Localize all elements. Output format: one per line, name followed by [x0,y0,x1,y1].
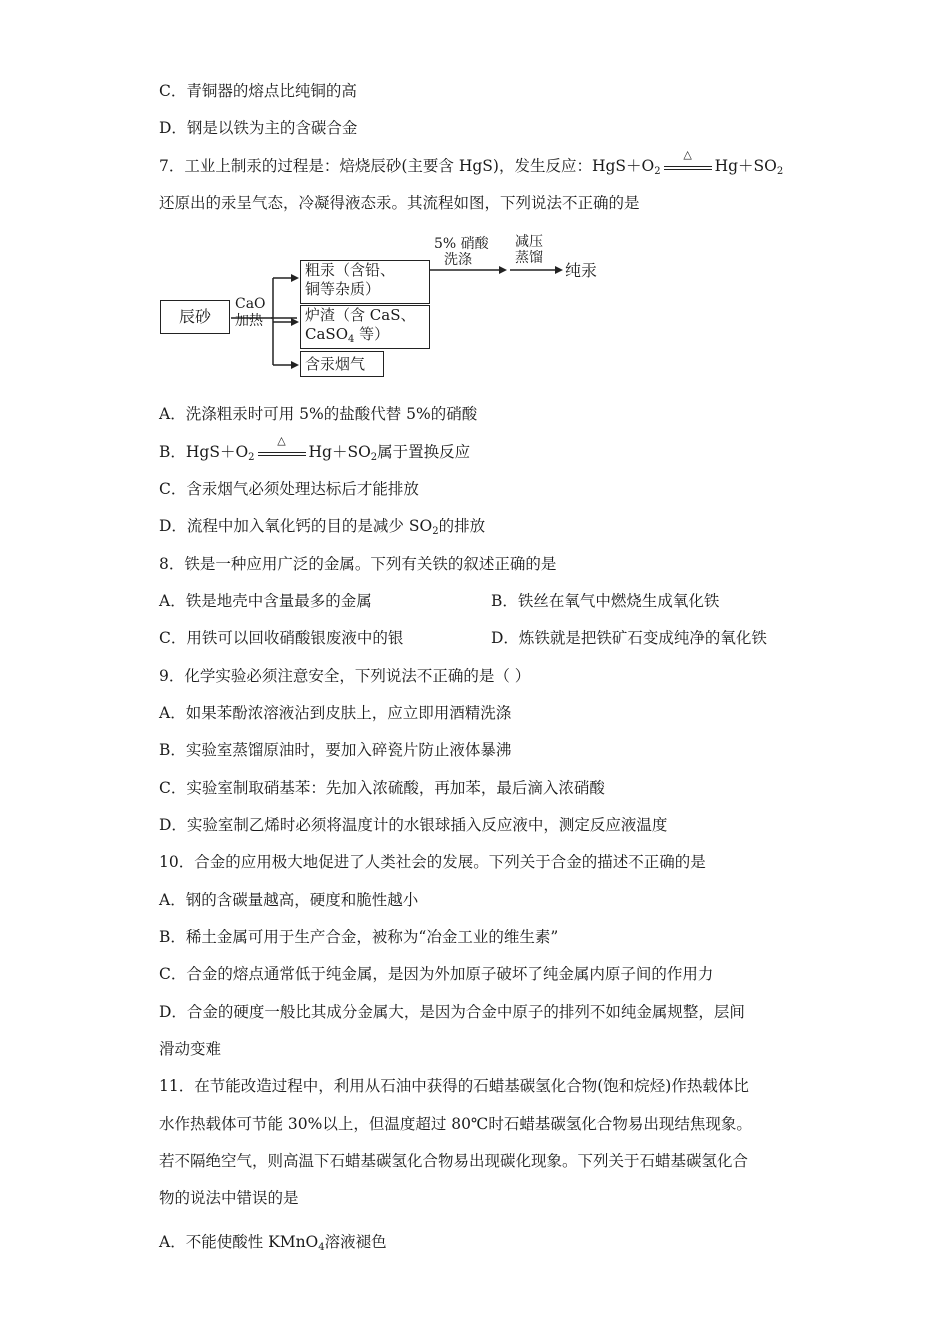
option-line: C．青铜器的熔点比纯铜的高 [159,82,357,100]
distill-step: 蒸馏 [515,250,543,266]
condition-heat: 加热 [235,313,263,329]
option-line: D．合金的硬度一般比其成分金属大，是因为合金中原子的排列不如纯金属规整，层间 [159,1003,745,1021]
option-line: B．$HgS+O_2$ △ $Hg+SO_2$属于置换反应 [159,434,471,463]
option-line: A．洗涤粗汞时可用 5%的盐酸代替 5%的硝酸 [159,405,478,423]
question-11-stem: 11．在节能改造过程中，利用从石油中获得的石蜡基碳氢化合物(饱和烷烃)作热载体比 [159,1077,749,1095]
option-line: D．流程中加入氧化钙的目的是减少 $SO_2$的排放 [159,517,486,537]
pure-mercury-label: 纯汞 [565,261,598,280]
flue-gas-box: 含汞烟气 [300,351,384,377]
option-line: C．实验室制取硝基苯：先加入浓硫酸，再加苯，最后滴入浓硝酸 [159,779,605,797]
option-line: A．钢的含碳量越高，硬度和脆性越小 [159,891,419,909]
wash-step: 洗涤 [444,252,472,268]
question-11-stem-2: 水作热载体可节能 30%以上，但温度超过 80℃时石蜡基碳氢化合物易出现结焦现象。 [159,1115,752,1133]
wash-reagent: 5% 硝酸 [434,236,489,252]
question-8-stem: 8．铁是一种应用广泛的金属。下列有关铁的叙述正确的是 [159,555,557,573]
flow-diagram [155,230,635,380]
slag-box: 炉渣（含 CaS、 CaSO$_4$ 等） [300,305,430,349]
option-line: C．含汞烟气必须处理达标后才能排放 [159,480,419,498]
option-line: B．稀土金属可用于生产合金，被称为“冶金工业的维生素” [159,928,559,946]
option-line: B．实验室蒸馏原油时，要加入碎瓷片防止液体暴沸 [159,741,512,759]
option-line: 滑动变难 [159,1040,222,1058]
option-line: A．铁是地壳中含量最多的金属 [159,592,372,610]
option-line: A．不能使酸性 KMnO$_4$溶液褪色 [159,1233,387,1253]
condition-cao: CaO [235,296,266,312]
option-line: C．合金的熔点通常低于纯金属，是因为外加原子破坏了纯金属内原子间的作用力 [159,965,714,983]
option-line: D．炼铁就是把铁矿石变成纯净的氧化铁 [491,629,767,647]
question-11-stem-4: 物的说法中错误的是 [159,1189,299,1207]
crude-mercury-box: 粗汞（含铅、 铜等杂质） [300,260,430,304]
question-10-stem: 10．合金的应用极大地促进了人类社会的发展。下列关于合金的描述不正确的是 [159,853,706,871]
distill-condition: 减压 [515,234,543,250]
option-line: C．用铁可以回收硝酸银废液中的银 [159,629,404,647]
option-line: A．如果苯酚浓溶液沾到皮肤上，应立即用酒精洗涤 [159,704,512,722]
heat-equals-sign: △ [256,441,308,459]
question-9-stem: 9．化学实验必须注意安全，下列说法不正确的是（ ） [159,667,531,685]
option-line: D．钢是以铁为主的含碳合金 [159,119,358,137]
question-7-stem: 7．工业上制汞的过程是：焙烧辰砂(主要含 HgS)，发生反应：$HgS+O_2$ △ $Hg+SO_2$ [159,148,784,177]
option-line: B．铁丝在氧气中燃烧生成氧化铁 [491,592,720,610]
start-box: 辰砂 [160,300,230,334]
option-line: D．实验室制乙烯时必须将温度计的水银球插入反应液中，测定反应液温度 [159,816,668,834]
heat-equals-sign: △ [662,155,714,173]
question-7-stem-2: 还原出的汞呈气态，冷凝得液态汞。其流程如图，下列说法不正确的是 [159,194,640,212]
question-11-stem-3: 若不隔绝空气，则高温下石蜡基碳氢化合物易出现碳化现象。下列关于石蜡基碳氢化合 [159,1152,749,1170]
